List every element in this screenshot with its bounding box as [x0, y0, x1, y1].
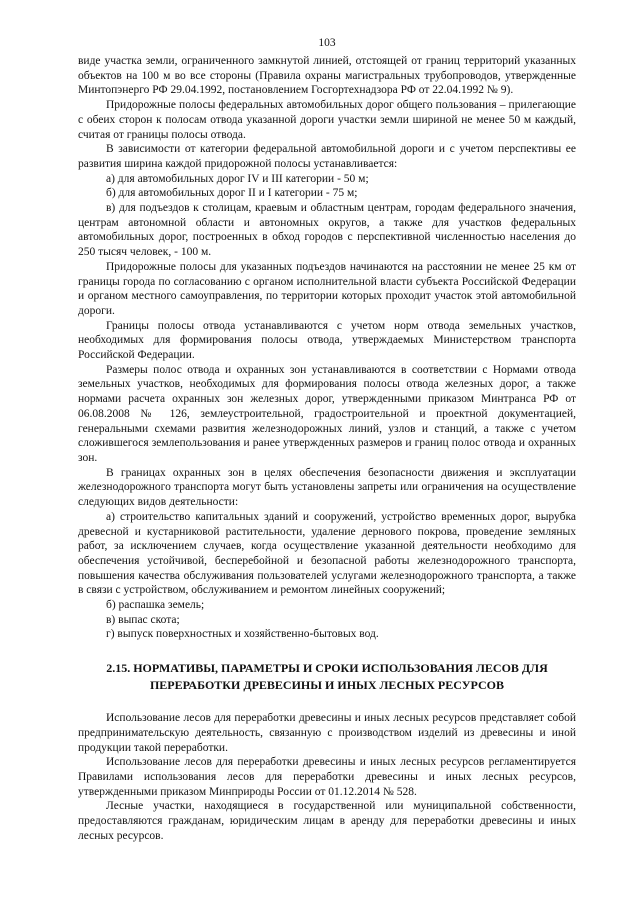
list-item-road-category-c: в) для подъездов к столицам, краевым и областным центрам, городам федерального значения, центрам автономной области и автономных округов, а также для участков федеральных автомобильных дорог, построенных в обход городов с перспективной численностью населения до 250 тысяч человек, - 100 м.	[78, 202, 576, 259]
paragraph-forest-plots-lease: Лесные участки, находящиеся в государственной или муниципальной собственности, предоставляются гражданам, юридическим лицам в аренду для переработки древесины и иных лесных ресурсов.	[78, 800, 576, 842]
paragraph-forest-use-rules: Использование лесов для переработки древесины и иных лесных ресурсов регламентируется Правилами использования лесов для переработки древесины и иных лесных ресурсов, утвержденными приказом Минприроды России от 01.12.2014 № 528.	[78, 756, 576, 798]
document-page	[78, 36, 576, 843]
paragraph-approach-roads: Придорожные полосы для указанных подъездов начинаются на расстоянии не менее 25 км от границы города по согласованию с органом исполнительной власти субъекта Российской Федерации и органом местного самоуправления, по территории которых проходит участок этой автомобильной дороги.	[78, 260, 576, 317]
list-item-restriction-a: а) строительство капитальных зданий и сооружений, устройство временных дорог, вырубка древесной и кустарниковой растительности, удаление дернового покрова, проведение земляных работ, за исключением случаев, когда осуществление указанной деятельности необходимо для обеспечения устойчивой, бесперебойной и безопасной работы железнодорожного транспорта, повышения качества обслуживания пользователей услугами железнодорожного транспорта, а также в связи с устройством, обслуживанием и ремонтом линейных сооружений;	[78, 510, 576, 597]
section-body	[78, 711, 576, 843]
paragraph-right-of-way: Границы полосы отвода устанавливаются с учетом норм отвода земельных участков, необходимых для формирования полосы отвода, утверждаемых Министерством транспорта Российской Федерации.	[78, 319, 576, 362]
page-number: 103	[318, 37, 336, 49]
list-item-restriction-b: б) распашка земель;	[106, 599, 205, 612]
list-item-road-category-b: б) для автомобильных дорог II и I категории - 75 м;	[106, 187, 358, 200]
paragraph-pipeline-zone: виде участка земли, ограниченного замкнутой линией, отстоящей от границ территорий указанных объектов на 100 м во все стороны (Правила охраны магистральных трубопроводов, утвержденные Минтопэнерго РФ 29.04.1992, постановлением Госгортехнадзора РФ от 22.04.1992 № 9).	[78, 55, 576, 97]
paragraph-forest-use-definition: Использование лесов для переработки древесины и иных лесных ресурсов представляет собой предпринимательскую деятельность, связанную с производством изделий из древесины и иной продукции такой переработки.	[78, 712, 576, 754]
section-heading: 2.15. НОРМАТИВЫ, ПАРАМЕТРЫ И СРОКИ ИСПОЛЬЗОВАНИЯ ЛЕСОВ ДЛЯ ПЕРЕРАБОТКИ ДРЕВЕСИНЫ И ИНЫХ ЛЕСНЫХ РЕСУРСОВ	[106, 661, 548, 693]
list-item-restriction-c: в) выпас скота;	[106, 613, 180, 626]
list-item-restriction-d: г) выпуск поверхностных и хозяйственно-бытовых вод.	[106, 628, 379, 641]
list-item-road-category-a: а) для автомобильных дорог IV и III категории - 50 м;	[106, 172, 369, 185]
paragraph-strip-width: В зависимости от категории федеральной автомобильной дороги и с учетом перспективы ее развития ширина каждой придорожной полосы устанавливается:	[78, 143, 576, 170]
paragraph-restrictions-intro: В границах охранных зон в целях обеспечения безопасности движения и эксплуатации железнодорожного транспорта могут быть установлены запреты или ограничения на осуществление следующих видов деятельности:	[78, 466, 576, 509]
paragraph-zone-sizes: Размеры полос отвода и охранных зон устанавливаются в соответствии с Нормами отвода земельных участков, необходимых для формирования полосы отвода железных дорог, а также нормами расчета охранных зон железных дорог, утвержденными приказом Минтранса РФ от 06.08.2008 № 126, землеустроительной, градостроительной и проектной документацией, генеральными схемами развития железнодорожных линий, узлов и станций, а также с учетом сложившегося землепользования и ранее утвержденных размеров и границ полос отвода и охранных зон.	[78, 363, 576, 464]
paragraph-roadside-strips: Придорожные полосы федеральных автомобильных дорог общего пользования – прилегающие с обеих сторон к полосам отвода указанной дороги участки земли шириной не менее 50 м каждый, считая от границы полосы отвода.	[78, 99, 576, 141]
